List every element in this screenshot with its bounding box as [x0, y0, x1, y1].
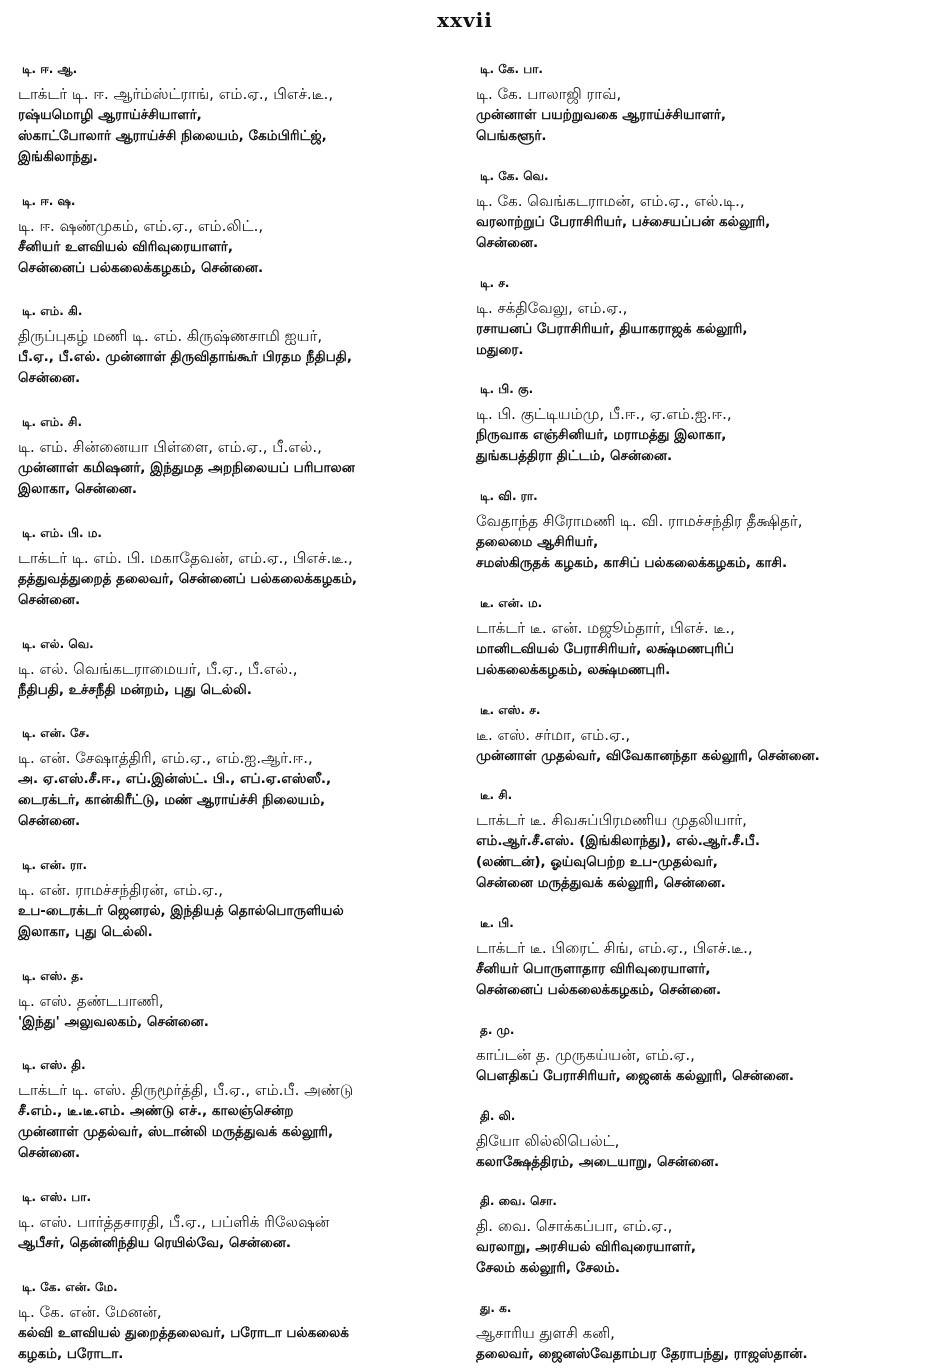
contributor-detail: சீனியர் உளவியல் விரிவுரையாளர், — [18, 238, 233, 255]
contributor-abbreviation: டீ. எஸ். ச. — [480, 702, 541, 717]
contributor-detail: தலைமை ஆசிரியர், — [476, 534, 599, 550]
contributor-name: டாக்டர் டீ. சிவசுப்பிரமணிய முதலியார், — [476, 811, 747, 830]
contributor-entry — [476, 914, 926, 1001]
contributor-abbreviation: தி. வை. சொ. — [480, 1194, 557, 1209]
contributor-name: டி. என். ராமச்சந்திரன், எம்.ஏ., — [18, 881, 224, 900]
contributor-abbreviation: டி. எம். கி. — [22, 304, 83, 319]
contributor-detail: (லண்டன்), ஓய்வுபெற்ற உப-முதல்வர், — [476, 854, 718, 871]
contributor-detail: மானிடவியல் பேராசிரியர், லக்ஷ்மணபுரிப் — [476, 640, 734, 657]
contributor-detail: முன்னாள் முதல்வர், விவேகானந்தா கல்லூரி, சென்னை. — [476, 747, 820, 764]
contributor-name: திருப்புகழ் மணி டி. எம். கிருஷ்ணசாமி ஐயர், — [18, 327, 323, 346]
contributor-name: டாக்டர் டீ. பிரைட் சிங், எம்.ஏ., பிஎச்.டீ., — [476, 939, 753, 957]
contributor-detail: சமஸ்கிருதக் கழகம், காசிப் பல்கலைக்கழகம், காசி. — [476, 555, 788, 571]
contributor-detail: நீதிபதி, உச்சநீதி மன்றம், புது டெல்லி. — [18, 681, 252, 698]
contributor-detail: சென்னைப் பல்கலைக்கழகம், சென்னை. — [476, 982, 722, 998]
contributor-name: தியோ லில்லிபெல்ட், — [476, 1131, 620, 1150]
contributor-detail: முன்னாள் பயற்றுவகை ஆராய்ச்சியாளர், — [476, 107, 726, 123]
contributor-entry — [18, 413, 458, 500]
contributor-name: டி. கே. என். மேனன், — [18, 1302, 162, 1321]
contributor-name: டி. என். சேஷாத்திரி, எம்.ஏ., எம்.ஐ.ஆர்.ஈ., — [18, 749, 313, 768]
contributor-abbreviation: டி. பி. கு. — [480, 382, 534, 397]
contributor-name: டி. பி. குட்டியம்மு, பீ.ஈ., ஏ.எம்.ஐ.ஈ., — [476, 405, 732, 424]
contributor-abbreviation: டி. எஸ். பா. — [22, 1190, 92, 1205]
contributor-abbreviation: டி. கே. என். மே. — [22, 1279, 118, 1294]
contributor-detail: கழகம், பரோடா. — [18, 1345, 124, 1362]
contributor-detail: முன்னாள் முதல்வர், ஸ்டான்லி மருத்துவக் கல்லூரி, — [18, 1124, 334, 1141]
contributor-detail: சென்னை மருத்துவக் கல்லூரி, சென்னை. — [476, 875, 726, 892]
contributor-detail: ஆபீசர், தென்னிந்திய ரெயில்வே, சென்னை. — [18, 1235, 291, 1252]
contributor-abbreviation: தி. லி. — [480, 1108, 516, 1123]
contributor-name: டாக்டர் டி. எஸ். திருமூர்த்தி, பீ.ஏ., எம்.பீ. அண்டு — [18, 1081, 354, 1100]
contributor-detail: ஸ்காட்போலார் ஆராய்ச்சி நிலையம், கேம்பிரிட்ஜ், — [18, 128, 327, 144]
contributor-name: டி. சக்திவேலு, எம்.ஏ., — [476, 298, 628, 317]
contributor-name: டாக்டர் டீ. என். மஜூம்தார், பிஎச். டீ., — [476, 618, 735, 637]
contributor-abbreviation: டி. எம். சி. — [22, 415, 82, 430]
contributor-detail: கல்வி உளவியல் துறைத்தலைவர், பரோடா பல்கலைக் — [18, 1324, 349, 1341]
contributor-abbreviation: டி. எஸ். தி. — [22, 1058, 86, 1073]
contributor-entry — [476, 167, 926, 254]
contributor-detail: சென்னை. — [476, 234, 539, 251]
contributor-detail: சீனியர் பொருளாதார விரிவுரையாளர், — [476, 961, 711, 977]
contributor-name: காப்டன் த. முருகய்யன், எம்.ஏ., — [476, 1045, 695, 1064]
contributor-name: டி. எல். வெங்கடராமையர், பீ.ஏ., பீ.எல்., — [18, 659, 298, 678]
contributor-detail: பெங்களூர். — [476, 128, 547, 144]
page-number: xxvii — [437, 8, 493, 32]
contributor-detail: எம்.ஆர்.சீ.எஸ். (இங்கிலாந்து), எல்.ஆர்.சீ.பீ. — [476, 833, 760, 850]
contributor-name: டீ. எஸ். சர்மா, எம்.ஏ., — [476, 725, 631, 744]
contributor-entry — [18, 1056, 458, 1164]
contributor-detail: சேலம் கல்லூரி, சேலம். — [476, 1260, 620, 1277]
contributor-detail: தலைவர், ஜைனஸ்வேதாம்பர தேராபந்து, ராஜஸ்தான். — [476, 1346, 808, 1362]
contributor-entry — [476, 1107, 926, 1173]
contributor-name: டி. எஸ். பார்த்தசாரதி, பீ.ஏ., பப்ளிக் ரிலேஷன் — [18, 1213, 330, 1232]
contributor-detail: வரலாற்றுப் பேராசிரியர், பச்சையப்பன் கல்லூரி, — [476, 213, 771, 230]
contributor-entry — [18, 856, 458, 943]
contributor-abbreviation: டி. கே. வெ. — [480, 168, 549, 183]
right-column — [476, 60, 926, 1365]
contributor-abbreviation: டி. ஈ. ஷ. — [22, 193, 76, 208]
contributor-abbreviation: த. மு. — [480, 1022, 515, 1037]
contributor-detail: சென்னை. — [18, 370, 81, 387]
contributor-entry — [476, 274, 926, 361]
contributor-entry — [18, 302, 458, 389]
contributor-detail: ரசாயனப் பேராசிரியர், தியாகராஜக் கல்லூரி, — [476, 320, 748, 337]
contributor-name: டி. கே. பாலாஜி ராவ், — [476, 85, 622, 103]
contributor-name: டாக்டர் டி. எம். பி. மகாதேவன், எம்.ஏ., பிஎச்.டீ., — [18, 548, 353, 567]
contributor-name: வேதாந்த சிரோமணி டி. வி. ராமச்சந்திர தீக்ஷிதர், — [476, 512, 803, 530]
contributor-detail: கலாக்ஷேத்திரம், அடையாறு, சென்னை. — [476, 1153, 720, 1170]
contributor-abbreviation: டி. ஈ. ஆ. — [22, 62, 78, 76]
contributor-detail: பௌதிகப் பேராசிரியர், ஜைனக் கல்லூரி, சென்னை. — [476, 1067, 795, 1084]
contributor-entry — [18, 192, 458, 279]
contributor-entry — [18, 967, 458, 1033]
contributor-detail: சென்னை. — [18, 1145, 81, 1162]
contributor-detail: உப-டைரக்டர் ஜெனரல், இந்தியத் தொல்பொருளியல் — [18, 903, 344, 920]
contributor-entry — [476, 786, 926, 894]
contributor-detail: டைரக்டர், கான்கிரீட்டு, மண் ஆராய்ச்சி நிலையம், — [18, 792, 326, 809]
contributor-entry — [476, 1192, 926, 1279]
contributor-abbreviation: து. க. — [480, 1301, 512, 1315]
contributor-abbreviation: டி. வி. ரா. — [480, 489, 538, 503]
contributor-entry — [18, 60, 458, 168]
contributor-entry — [476, 380, 926, 467]
contributor-abbreviation: டி. ச. — [480, 275, 510, 290]
contributor-detail: வரலாறு, அரசியல் விரிவுரையாளர், — [476, 1239, 697, 1256]
contributor-entry — [476, 60, 926, 147]
contributor-detail: அ. ஏ.எஸ்.சீ.ஈ., எப்.இன்ஸ்ட். பி., எப்.ஏ.எஸ்ஸீ., — [18, 771, 332, 788]
contributor-detail: இலாகா, சென்னை. — [18, 481, 137, 498]
contributor-detail: மதுரை. — [476, 341, 524, 358]
contributor-abbreviation: டி. என். சே. — [22, 726, 90, 741]
contributor-abbreviation: டீ. என். ம. — [480, 595, 543, 610]
contributor-entry — [476, 1021, 926, 1087]
contributor-entry — [476, 701, 926, 767]
contributor-name: ஆசாரிய துளசி கனி, — [476, 1324, 615, 1342]
contributor-entry — [476, 594, 926, 681]
contributor-name: டி. எம். சின்னையா பிள்ளை, எம்.ஏ., பீ.எல்., — [18, 438, 322, 457]
contributor-detail: தத்துவத்துறைத் தலைவர், சென்னைப் பல்கலைக்கழகம், — [18, 570, 358, 587]
contributor-detail: இங்கிலாந்து. — [18, 149, 98, 165]
contributor-detail: பல்கலைக்கழகம், லக்ஷ்மணபுரி. — [476, 661, 671, 678]
contributor-abbreviation: டி. என். ரா. — [22, 858, 88, 873]
contributor-detail: நிருவாக எஞ்சினியர், மராமத்து இலாகா, — [476, 427, 727, 444]
contributor-entry — [18, 635, 458, 701]
contributor-abbreviation: டி. கே. பா. — [480, 62, 543, 76]
contributor-detail: சீ.எம்., டீ.டீ.எம். அண்டு எச்., காலஞ்சென்ற — [18, 1103, 294, 1120]
contributor-detail: ரஷ்யமொழி ஆராய்ச்சியாளர், — [18, 107, 202, 123]
contributor-abbreviation: டீ. பி. — [480, 916, 514, 930]
contributor-detail: முன்னாள் கமிஷனர், இந்துமத அறநிலையப் பரிபாலன — [18, 460, 355, 477]
contributor-name: டி. எஸ். தண்டபாணி, — [18, 991, 164, 1010]
contributor-entry — [476, 487, 926, 574]
contributor-detail: துங்கபத்திரா திட்டம், சென்னை. — [476, 448, 673, 465]
contributor-abbreviation: டி. எஸ். த. — [22, 968, 84, 983]
contributor-abbreviation: டி. எல். வெ. — [22, 636, 94, 651]
contributor-entry — [18, 524, 458, 611]
contributor-name: டாக்டர் டி. ஈ. ஆர்ம்ஸ்ட்ராங், எம்.ஏ., பிஎச்.டீ., — [18, 85, 334, 103]
contributor-detail: இலாகா, புது டெல்லி. — [18, 924, 153, 941]
contributor-entry — [18, 724, 458, 832]
contributor-name: தி. வை. சொக்கப்பா, எம்.ஏ., — [476, 1217, 673, 1236]
contributor-entry — [18, 1278, 458, 1365]
contributor-name: டி. கே. வெங்கடராமன், எம்.ஏ., எல்.டி., — [476, 191, 745, 210]
contributor-detail: சென்னை. — [18, 591, 81, 608]
contributor-detail: 'இந்து' அலுவலகம், சென்னை. — [18, 1013, 209, 1030]
contributor-name: டி. ஈ. ஷண்முகம், எம்.ஏ., எம்.லிட்., — [18, 216, 264, 235]
contributor-detail: பீ.ஏ., பீ.எல். முன்னாள் திருவிதாங்கூர் பிரதம நீதிபதி, — [18, 349, 352, 366]
contributor-entry — [18, 1188, 458, 1254]
contributor-abbreviation: டி. எம். பி. ம. — [22, 525, 102, 540]
contributor-abbreviation: டீ. சி. — [480, 788, 513, 803]
contributor-detail: சென்னைப் பல்கலைக்கழகம், சென்னை. — [18, 259, 264, 276]
left-column — [18, 60, 458, 1365]
contributor-entry — [476, 1299, 926, 1365]
contributor-detail: சென்னை. — [18, 813, 81, 830]
